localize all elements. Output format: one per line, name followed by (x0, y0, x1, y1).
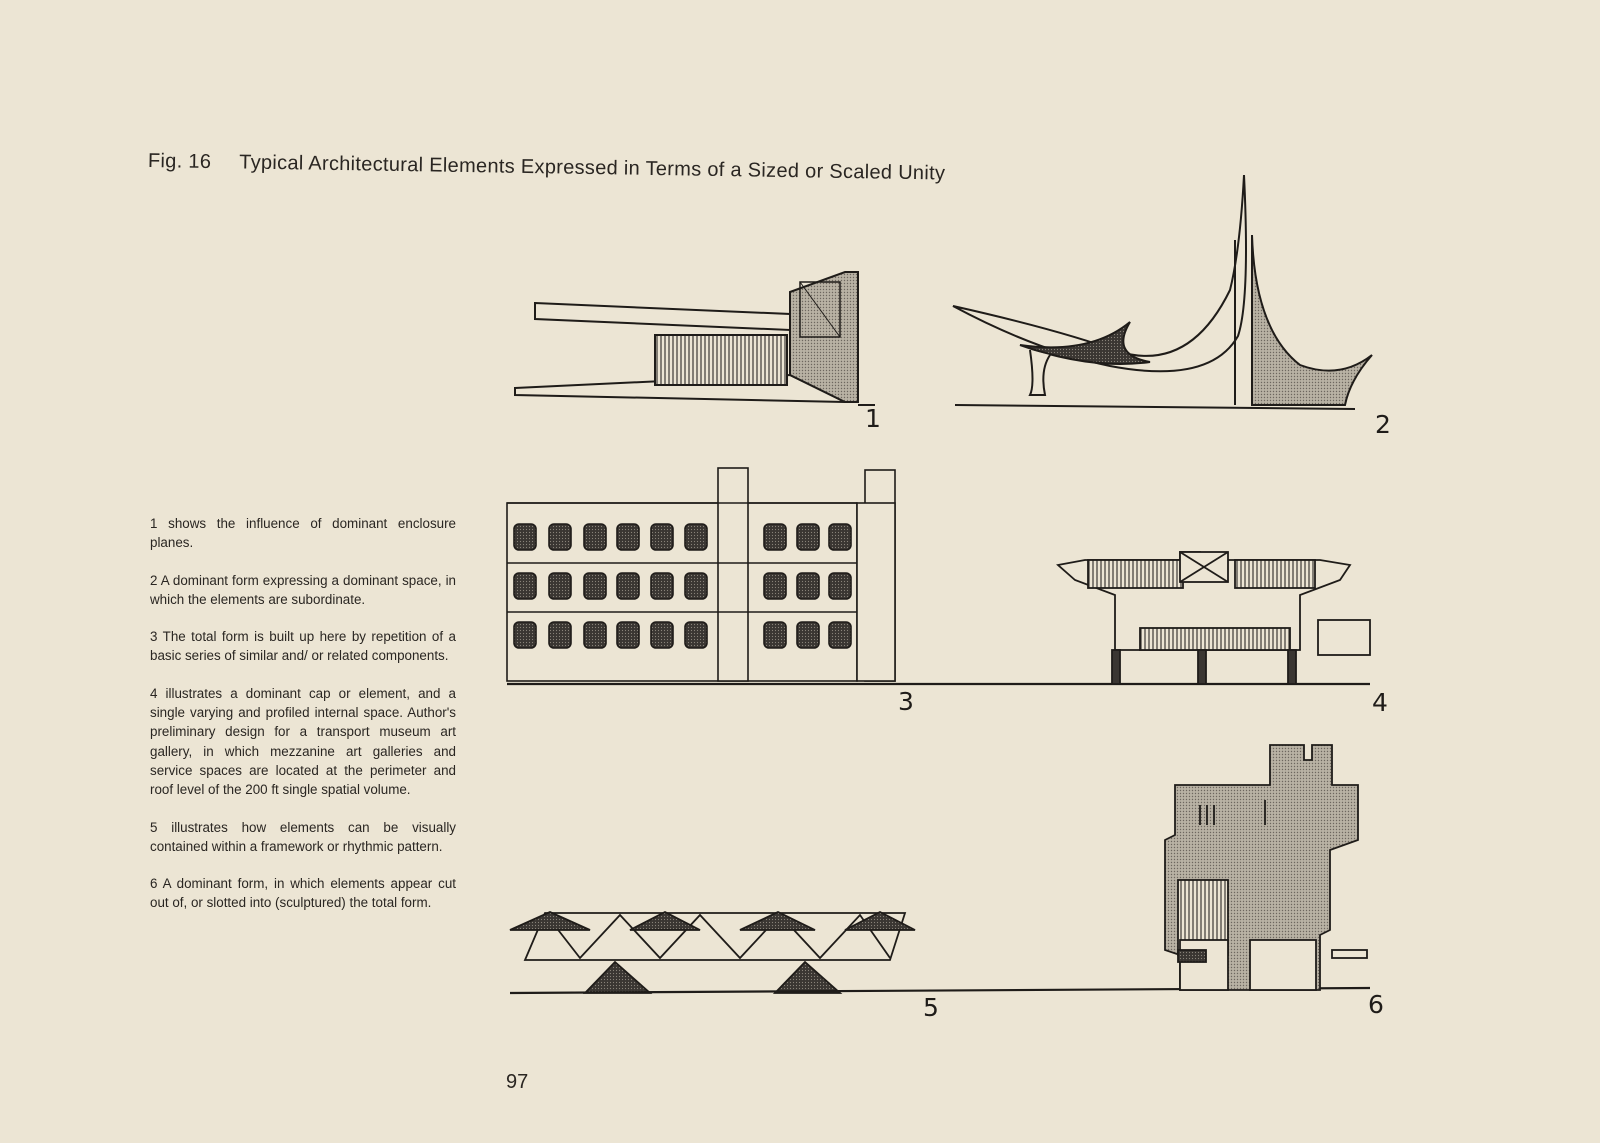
drawing-label-5: 5 (923, 993, 939, 1022)
drawing-label-1: 1 (865, 404, 881, 433)
drawing-1-enclosure-planes (515, 272, 875, 405)
drawing-label-4: 4 (1372, 688, 1388, 717)
caption-4: 4 illustrates a dominant cap or element, and a single varying and profiled internal space. Author's preliminary design for a transport museum art gallery, in which mezzanine art galleries and service spaces are located at the perimeter and roof level of the 200 ft single spatial volume. (150, 685, 456, 798)
drawing-label-6: 6 (1368, 990, 1384, 1019)
drawing-2-dominant-form (953, 175, 1372, 409)
page-number: 97 (506, 1071, 529, 1093)
caption-6: 6 A dominant form, in which elements appear cut out of, or slotted into (sculptured) the total form. (150, 876, 456, 911)
drawing-4-cap-element-section (1058, 552, 1370, 684)
figure-number: Fig. 16 (147, 150, 212, 173)
figure-title-text: Typical Architectural Elements Expressed in Terms of a Sized or Scaled Unity (239, 151, 946, 185)
caption-3: 3 The total form is built up here by repetition of a basic series of similar and/ or related components. (150, 629, 456, 664)
caption-2: 2 A dominant form expressing a dominant space, in which the elements are subordinate. (150, 572, 456, 607)
drawing-label-2: 2 (1375, 410, 1391, 439)
caption-5: 5 illustrates how elements can be visually contained within a framework or rhythmic pattern. (150, 819, 456, 854)
drawing-label-3: 3 (898, 687, 914, 716)
caption-1: 1 shows the influence of dominant enclosure planes. (150, 516, 456, 551)
drawing-6-sculptured-form (1165, 745, 1367, 990)
